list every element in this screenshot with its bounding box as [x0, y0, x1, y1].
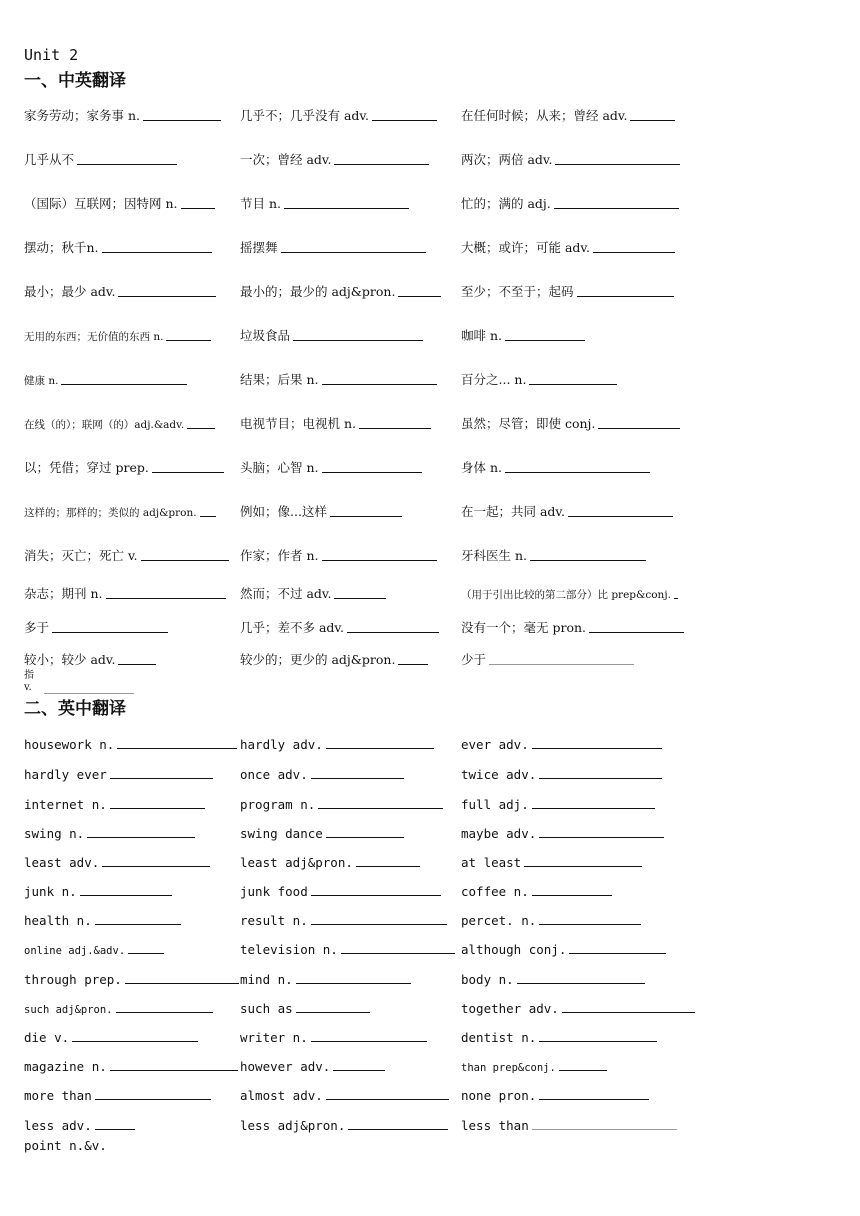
vocab-row [24, 256, 714, 300]
answer-blank[interactable] [293, 339, 423, 341]
vocab-item [24, 373, 240, 388]
vocab-prompt: 一次；曾经 adv. [240, 152, 332, 167]
vocab-item [24, 1004, 240, 1016]
answer-blank[interactable] [110, 777, 213, 779]
vocab-item [461, 546, 714, 564]
vocab-item [240, 238, 461, 256]
vocab-row [24, 476, 714, 520]
section2-rows [24, 722, 714, 1133]
answer-blank[interactable] [562, 1011, 695, 1013]
vocab-row [24, 432, 714, 476]
answer-blank[interactable] [530, 559, 646, 561]
answer-blank[interactable] [539, 1040, 657, 1042]
answer-blank[interactable] [311, 923, 447, 925]
vocab-row [24, 602, 714, 636]
vocab-prompt: mind n. [240, 972, 293, 987]
vocab-prompt: coffee n. [461, 884, 529, 899]
answer-blank[interactable] [348, 1128, 448, 1130]
vocab-prompt: ever adv. [461, 737, 529, 752]
answer-blank[interactable] [311, 777, 404, 779]
vocab-row [24, 1016, 714, 1045]
vocab-item [240, 150, 461, 168]
vocab-item [24, 329, 240, 344]
vocab-prompt: 大概；或许；可能 adv. [461, 240, 590, 255]
vocab-item [240, 855, 461, 870]
answer-blank[interactable] [630, 119, 675, 121]
vocab-prompt: such as [240, 1001, 293, 1016]
vocab-item [461, 913, 714, 928]
vocab-prompt: 百分之... n. [461, 372, 527, 387]
answer-blank[interactable] [356, 865, 420, 867]
vocab-prompt: 几乎从不 [24, 152, 75, 167]
answer-blank[interactable] [674, 597, 678, 599]
answer-blank[interactable] [326, 747, 434, 749]
answer-blank[interactable] [281, 251, 426, 253]
vocab-prompt: full adj. [461, 797, 529, 812]
answer-blank[interactable] [141, 559, 229, 561]
vocab-prompt: health n. [24, 913, 92, 928]
vocab-item [24, 826, 240, 841]
vocab-item [240, 194, 461, 212]
answer-blank[interactable] [52, 631, 168, 633]
vocab-prompt: 虽然；尽管；即使 conj. [461, 416, 596, 431]
vocab-prompt: 然而；不过 adv. [240, 586, 332, 601]
answer-blank[interactable] [347, 631, 439, 633]
vocab-prompt: 没有一个；毫无 pron. [461, 620, 587, 635]
answer-blank[interactable] [372, 119, 437, 121]
vocab-item [461, 797, 714, 812]
vocab-prompt: junk n. [24, 884, 77, 899]
answer-blank[interactable] [296, 982, 411, 984]
vocab-prompt: 这样的；那样的；类似的 adj&pron. [24, 507, 197, 519]
vocab-item [24, 282, 240, 300]
vocab-prompt: least adj&pron. [240, 855, 353, 870]
answer-blank[interactable] [322, 559, 437, 561]
answer-blank[interactable] [152, 471, 224, 473]
vocab-prompt: once adv. [240, 767, 308, 782]
answer-blank[interactable] [334, 597, 386, 599]
vocab-prompt: 在线（的）；联网（的）adj.&adv. [24, 419, 185, 431]
vocab-item [240, 884, 461, 899]
answer-blank[interactable] [106, 597, 226, 599]
vocab-item [24, 238, 240, 256]
vocab-prompt: more than [24, 1088, 92, 1103]
vocab-prompt: 结果；后果 n. [240, 372, 319, 387]
vocab-prompt: 最小；最少 adv. [24, 284, 116, 299]
answer-blank[interactable] [318, 807, 443, 809]
answer-blank[interactable] [166, 339, 211, 341]
vocab-item [461, 106, 714, 124]
answer-blank[interactable] [539, 836, 664, 838]
answer-blank[interactable] [322, 471, 422, 473]
answer-blank[interactable] [102, 251, 212, 253]
vocab-item [240, 942, 461, 957]
vocab-prompt: maybe adv. [461, 826, 537, 841]
vocab-prompt: although conj. [461, 942, 567, 957]
vocab-prompt: 电视节目；电视机 n. [240, 416, 356, 431]
answer-blank[interactable] [398, 663, 428, 665]
vocab-item [240, 584, 461, 602]
vocab-prompt: together adv. [461, 1001, 559, 1016]
vocab-item [24, 945, 240, 957]
vocab-item [240, 913, 461, 928]
vocab-prompt: less adj&pron. [240, 1118, 346, 1133]
answer-blank[interactable] [555, 163, 680, 165]
answer-blank[interactable] [532, 1128, 677, 1130]
answer-blank[interactable] [72, 1040, 198, 1042]
answer-blank[interactable] [143, 119, 221, 121]
vocab-item [461, 855, 714, 870]
answer-blank[interactable] [568, 515, 673, 517]
answer-blank[interactable] [322, 383, 437, 385]
vocab-item [240, 414, 461, 432]
vocab-item [461, 370, 714, 388]
vocab-prompt: 消失；灭亡；死亡 v. [24, 548, 138, 563]
vocab-prompt: 垃圾食品 [240, 328, 291, 343]
vocab-prompt: 咖啡 n. [461, 328, 502, 343]
vocab-item [240, 546, 461, 564]
vocab-prompt: 以；凭借；穿过 prep. [24, 460, 149, 475]
section2-heading: 二、英中翻译 [24, 699, 126, 719]
vocab-prompt: dentist n. [461, 1030, 537, 1045]
vocab-item [461, 884, 714, 899]
answer-blank[interactable] [110, 807, 205, 809]
answer-blank[interactable] [326, 1098, 449, 1100]
vocab-row [24, 928, 714, 957]
vocab-row [24, 300, 714, 344]
vocab-prompt: result n. [240, 913, 308, 928]
answer-blank[interactable] [95, 1128, 135, 1130]
answer-blank[interactable] [333, 1069, 385, 1071]
vocab-prompt: internet n. [24, 797, 107, 812]
vocab-prompt: 牙科医生 n. [461, 548, 527, 563]
vocab-item [240, 326, 461, 344]
answer-blank[interactable] [505, 339, 585, 341]
vocab-item [240, 1088, 461, 1103]
points-note [24, 668, 134, 694]
vocab-prompt: least adv. [24, 855, 100, 870]
vocab-prompt: through prep. [24, 972, 122, 987]
vocab-item [461, 194, 714, 212]
answer-blank[interactable] [569, 952, 666, 954]
vocab-row [24, 168, 714, 212]
vocab-item [240, 106, 461, 124]
answer-blank[interactable] [181, 207, 215, 209]
vocab-prompt: television n. [240, 942, 338, 957]
vocab-row [24, 957, 714, 987]
vocab-item [461, 238, 714, 256]
vocab-prompt: 在任何时候；从来；曾经 adv. [461, 108, 628, 123]
answer-blank[interactable] [80, 894, 172, 896]
vocab-item [461, 1088, 714, 1103]
answer-blank[interactable] [539, 777, 662, 779]
answer-blank[interactable] [311, 894, 441, 896]
vocab-item [24, 797, 240, 812]
vocab-item [461, 1001, 714, 1016]
vocab-prompt: body n. [461, 972, 514, 987]
vocab-item [24, 855, 240, 870]
vocab-row [24, 752, 714, 782]
vocab-item [24, 913, 240, 928]
vocab-item [24, 584, 240, 602]
vocab-row [24, 782, 714, 812]
vocab-prompt: swing dance [240, 826, 323, 841]
vocab-prompt: 头脑；心智 n. [240, 460, 319, 475]
vocab-item [461, 458, 714, 476]
vocab-row [24, 344, 714, 388]
answer-blank[interactable] [598, 427, 680, 429]
vocab-prompt: junk food [240, 884, 308, 899]
vocab-prompt: such adj&pron. [24, 1004, 113, 1016]
vocab-item [461, 618, 714, 636]
vocab-item [240, 1001, 461, 1016]
vocab-row [24, 1045, 714, 1074]
vocab-prompt: online adj.&adv. [24, 945, 126, 957]
vocab-item [240, 502, 461, 520]
vocab-item [461, 502, 714, 520]
answer-blank[interactable] [117, 747, 237, 749]
vocab-item [240, 797, 461, 812]
answer-blank[interactable] [110, 1069, 238, 1071]
vocab-item [240, 650, 461, 668]
vocab-prompt: 家务劳动；家务事 n. [24, 108, 140, 123]
vocab-item [461, 414, 714, 432]
vocab-item [24, 150, 240, 168]
answer-blank[interactable] [200, 515, 216, 517]
vocab-prompt: 杂志；期刊 n. [24, 586, 103, 601]
vocab-item [461, 650, 714, 668]
vocab-prompt: twice adv. [461, 767, 537, 782]
answer-blank[interactable] [529, 383, 617, 385]
vocab-item [240, 826, 461, 841]
vocab-row [24, 388, 714, 432]
vocab-row [24, 987, 714, 1016]
vocab-item [240, 972, 461, 987]
vocab-item [24, 1088, 240, 1103]
vocab-item [461, 1062, 714, 1074]
vocab-prompt: program n. [240, 797, 316, 812]
answer-blank[interactable] [44, 692, 134, 694]
answer-blank[interactable] [589, 631, 684, 633]
vocab-prompt: almost adv. [240, 1088, 323, 1103]
answer-blank[interactable] [296, 1011, 370, 1013]
vocab-item [461, 826, 714, 841]
vocab-item [240, 767, 461, 782]
vocab-prompt: writer n. [240, 1030, 308, 1045]
vocab-prompt: 节目 n. [240, 196, 281, 211]
answer-blank[interactable] [334, 163, 429, 165]
vocab-item [461, 326, 714, 344]
vocab-item [24, 972, 240, 987]
vocab-prompt: 作家；作者 n. [240, 548, 319, 563]
vocab-prompt: 健康 n. [24, 375, 59, 387]
answer-blank[interactable] [187, 427, 215, 429]
section1-heading: 一、中英翻译 [24, 71, 126, 91]
vocab-prompt: 多于 [24, 620, 50, 635]
answer-blank[interactable] [489, 663, 634, 665]
vocab-item [461, 1030, 714, 1045]
answer-blank[interactable] [532, 807, 655, 809]
answer-blank[interactable] [118, 295, 216, 297]
vocab-item [24, 884, 240, 899]
answer-blank[interactable] [95, 923, 181, 925]
vocab-item [461, 587, 714, 602]
vocab-prompt: 无用的东西；无价值的东西 n. [24, 331, 164, 343]
vocab-prompt: housework n. [24, 737, 115, 752]
worksheet-page [24, 44, 714, 1163]
answer-blank[interactable] [505, 471, 650, 473]
vocab-item [24, 650, 240, 668]
section2-tail-item: point n.&v. [24, 1139, 107, 1153]
vocab-prompt: at least [461, 855, 522, 870]
answer-blank[interactable] [539, 923, 641, 925]
vocab-prompt: less adv. [24, 1118, 92, 1133]
answer-blank[interactable] [326, 836, 404, 838]
answer-blank[interactable] [577, 295, 674, 297]
vocab-prompt: 忙的；满的 adj. [461, 196, 551, 211]
vocab-item [461, 1118, 714, 1133]
vocab-prompt: 少于 [461, 652, 487, 667]
vocab-row [24, 1074, 714, 1103]
vocab-item [240, 370, 461, 388]
vocab-prompt: 两次；两倍 adv. [461, 152, 553, 167]
vocab-prompt: 摇摆舞 [240, 240, 278, 255]
vocab-item [24, 737, 240, 752]
answer-blank[interactable] [284, 207, 409, 209]
answer-blank[interactable] [311, 1040, 427, 1042]
answer-blank[interactable] [593, 251, 675, 253]
answer-blank[interactable] [102, 865, 210, 867]
vocab-prompt: 几乎；差不多 adv. [240, 620, 344, 635]
vocab-item [240, 1030, 461, 1045]
vocab-row [24, 1103, 714, 1133]
answer-blank[interactable] [398, 295, 441, 297]
vocab-prompt: 身体 n. [461, 460, 502, 475]
vocab-prompt: none pron. [461, 1088, 537, 1103]
answer-blank[interactable] [128, 952, 164, 954]
vocab-item [240, 737, 461, 752]
vocab-item [461, 150, 714, 168]
vocab-prompt: 摆动；秋千n. [24, 240, 99, 255]
vocab-prompt: hardly ever [24, 767, 107, 782]
section1-rows [24, 94, 714, 668]
vocab-item [240, 1118, 461, 1133]
vocab-row [24, 722, 714, 752]
vocab-item [24, 1030, 240, 1045]
vocab-item [24, 618, 240, 636]
unit-title: Unit 2 [24, 46, 79, 64]
vocab-prompt: hardly adv. [240, 737, 323, 752]
vocab-row [24, 564, 714, 602]
vocab-prompt: less than [461, 1118, 529, 1133]
vocab-row [24, 899, 714, 928]
vocab-row [24, 841, 714, 870]
vocab-item [24, 458, 240, 476]
vocab-prompt: swing n. [24, 826, 85, 841]
vocab-item [24, 767, 240, 782]
answer-blank[interactable] [87, 836, 195, 838]
vocab-row [24, 520, 714, 564]
answer-blank[interactable] [559, 1069, 607, 1071]
points-note-label: 指 v. [24, 670, 34, 693]
vocab-item [240, 282, 461, 300]
vocab-prompt: （用于引出比较的第二部分）比 prep&conj. [461, 589, 671, 601]
vocab-prompt: 在一起；共同 adv. [461, 504, 565, 519]
answer-blank[interactable] [532, 747, 662, 749]
answer-blank[interactable] [532, 894, 612, 896]
answer-blank[interactable] [95, 1098, 211, 1100]
answer-blank[interactable] [61, 383, 187, 385]
vocab-row [24, 124, 714, 168]
vocab-item [24, 1059, 240, 1074]
vocab-item [24, 417, 240, 432]
vocab-item [461, 942, 714, 957]
vocab-prompt: 较少的；更少的 adj&pron. [240, 652, 396, 667]
vocab-prompt: die v. [24, 1030, 70, 1045]
answer-blank[interactable] [539, 1098, 649, 1100]
vocab-prompt: 至少；不至于；起码 [461, 284, 574, 299]
answer-blank[interactable] [125, 982, 239, 984]
vocab-row [24, 870, 714, 899]
vocab-item [240, 1059, 461, 1074]
answer-blank[interactable] [341, 952, 455, 954]
answer-blank[interactable] [524, 865, 642, 867]
vocab-row [24, 94, 714, 124]
vocab-row [24, 212, 714, 256]
vocab-prompt: 例如；像...这样 [240, 504, 327, 519]
vocab-prompt: 最小的；最少的 adj&pron. [240, 284, 396, 299]
vocab-item [24, 546, 240, 564]
vocab-row [24, 812, 714, 841]
answer-blank[interactable] [554, 207, 679, 209]
vocab-item [24, 1118, 240, 1133]
answer-blank[interactable] [77, 163, 177, 165]
vocab-item [461, 767, 714, 782]
vocab-item [24, 194, 240, 212]
answer-blank[interactable] [330, 515, 402, 517]
vocab-item [461, 737, 714, 752]
vocab-item [240, 458, 461, 476]
vocab-item [24, 505, 240, 520]
vocab-item [461, 282, 714, 300]
vocab-item [240, 618, 461, 636]
vocab-prompt: magazine n. [24, 1059, 107, 1074]
vocab-prompt: percet. n. [461, 913, 537, 928]
vocab-prompt: （国际）互联网；因特网 n. [24, 196, 178, 211]
vocab-item [461, 972, 714, 987]
vocab-row [24, 636, 714, 668]
answer-blank[interactable] [359, 427, 431, 429]
vocab-prompt: 几乎不；几乎没有 adv. [240, 108, 369, 123]
vocab-prompt: however adv. [240, 1059, 331, 1074]
answer-blank[interactable] [116, 1011, 213, 1013]
vocab-prompt: 较小；较少 adv. [24, 652, 116, 667]
vocab-prompt: than prep&conj. [461, 1062, 556, 1074]
answer-blank[interactable] [517, 982, 645, 984]
vocab-item [24, 106, 240, 124]
answer-blank[interactable] [118, 663, 156, 665]
